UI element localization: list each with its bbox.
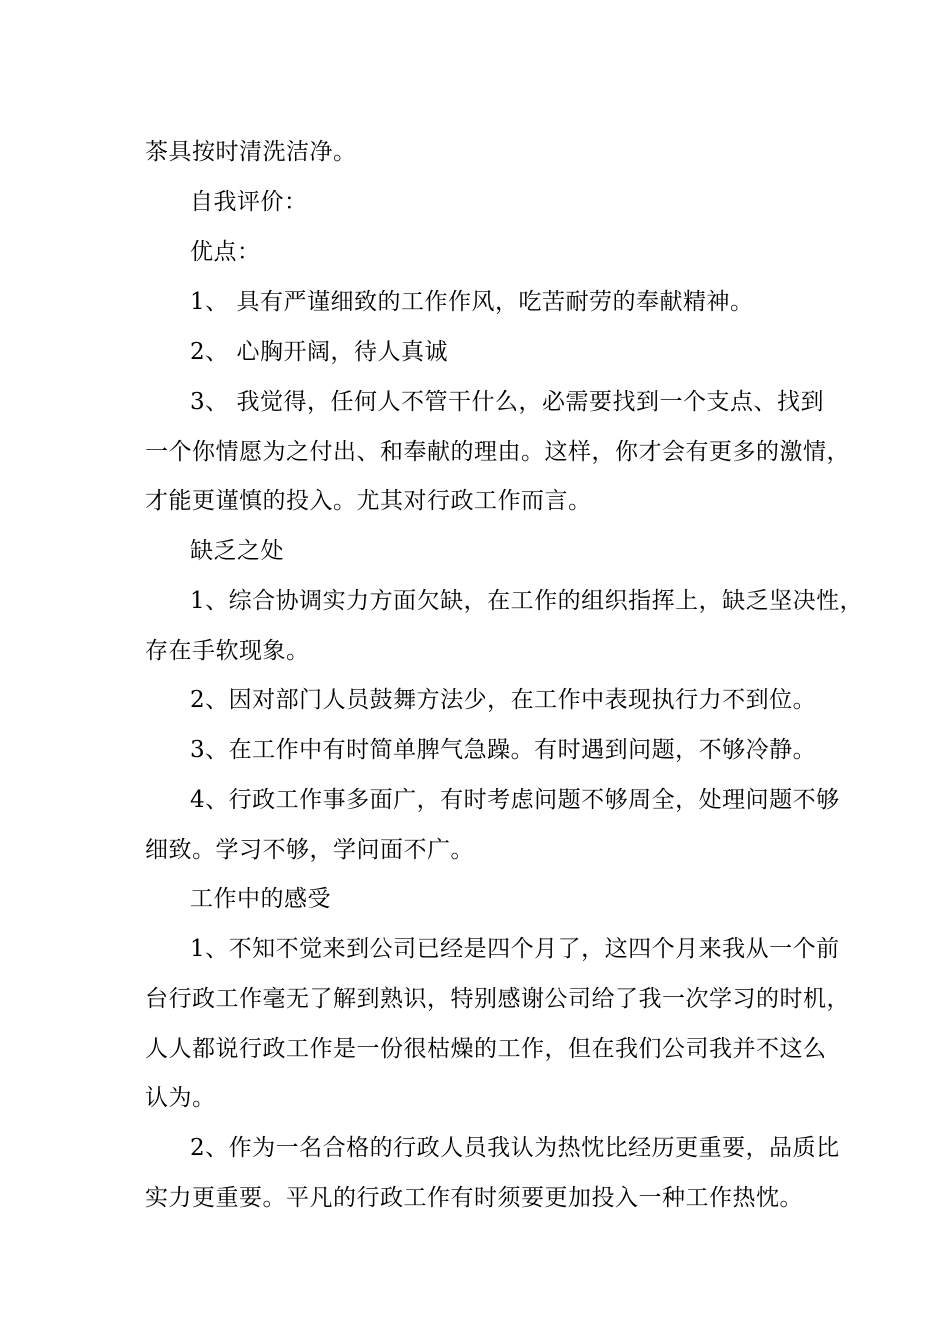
- text-line: 实力更重要。平凡的行政工作有时须要更加投入一种工作热忱。: [145, 1185, 803, 1211]
- list-item: 1、不知不觉来到公司已经是四个月了，这四个月来我从一个前: [190, 936, 840, 962]
- section-heading: 自我评价：: [190, 189, 308, 215]
- section-heading: 工作中的感受: [190, 886, 331, 912]
- list-item: 4、行政工作事多面广，有时考虑问题不够周全，处理问题不够: [190, 787, 840, 813]
- list-item: 2、因对部门人员鼓舞方法少，在工作中表现执行力不到位。: [190, 687, 817, 713]
- list-item: 3、 我觉得，任何人不管干什么，必需要找到一个支点、找到: [190, 389, 824, 415]
- text-line: 一个你情愿为之付出、和奉献的理由。这样，你才会有更多的激情，: [145, 439, 850, 465]
- list-item: 1、 具有严谨细致的工作作风，吃苦耐劳的奉献精神。: [190, 289, 754, 315]
- list-item: 1、综合协调实力方面欠缺，在工作的组织指挥上，缺乏坚决性，: [190, 588, 864, 614]
- text-line: 细致。学习不够，学问面不广。: [145, 837, 474, 863]
- text-line: 认为。: [145, 1085, 216, 1111]
- list-item: 2、 心胸开阔，待人真诚: [190, 339, 448, 365]
- list-item: 2、作为一名合格的行政人员我认为热忱比经历更重要，品质比: [190, 1135, 840, 1161]
- text-line: 存在手软现象。: [145, 638, 310, 664]
- text-line: 人人都说行政工作是一份很枯燥的工作，但在我们公司我并不这么: [145, 1036, 827, 1062]
- text-line: 茶具按时清洗洁净。: [145, 139, 357, 165]
- section-heading: 缺乏之处: [190, 538, 284, 564]
- text-line: 台行政工作毫无了解到熟识，特别感谢公司给了我一次学习的时机，: [145, 986, 850, 1012]
- text-line: 才能更谨慎的投入。尤其对行政工作而言。: [145, 488, 592, 514]
- list-item: 3、在工作中有时简单脾气急躁。有时遇到问题，不够冷静。: [190, 737, 817, 763]
- section-heading: 优点：: [190, 239, 261, 265]
